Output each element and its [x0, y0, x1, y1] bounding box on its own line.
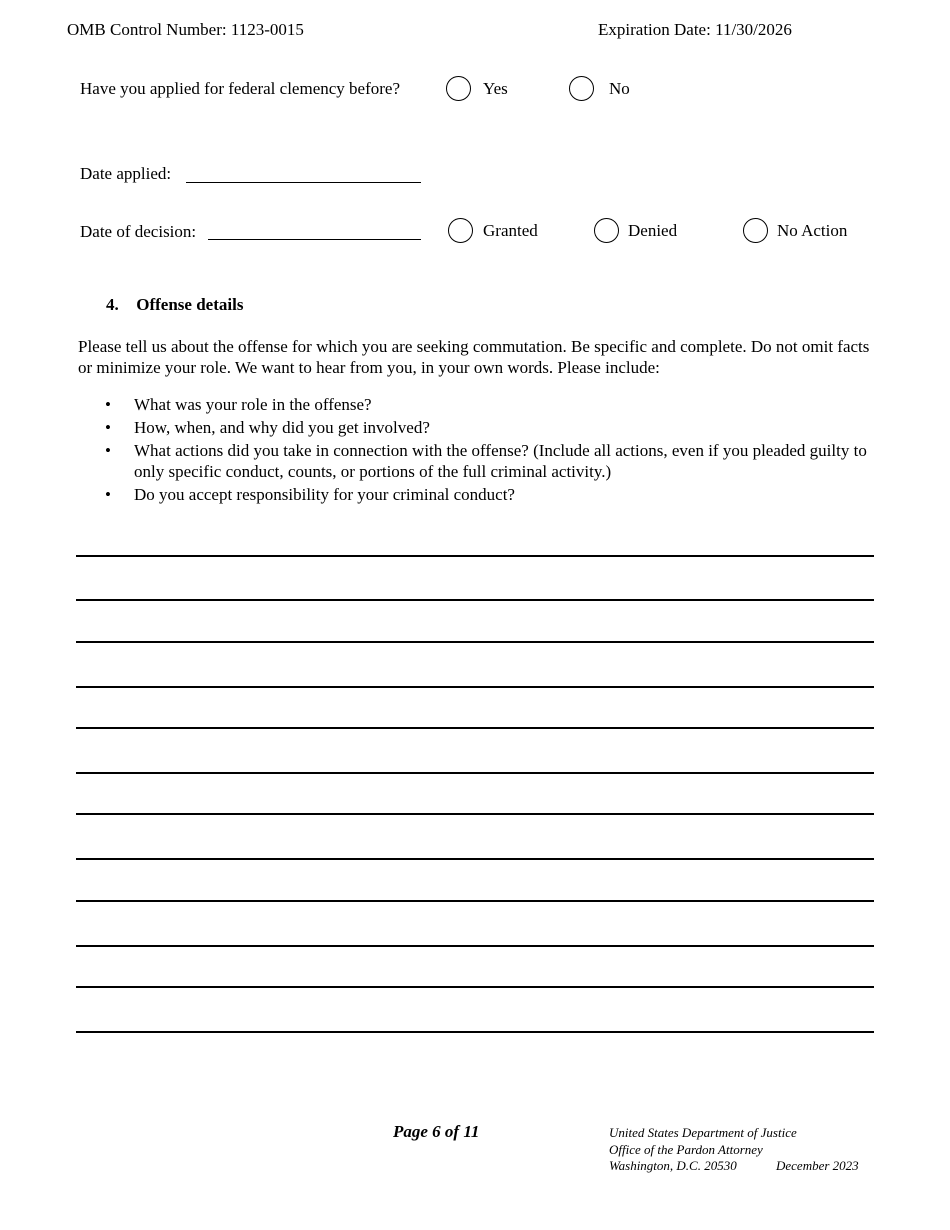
answer-line[interactable]: [76, 686, 874, 688]
bullet-text: Do you accept responsibility for your criminal conduct?: [134, 485, 515, 504]
answer-line[interactable]: [76, 641, 874, 643]
radio-no-label: No: [609, 79, 630, 98]
footer-date: December 2023: [776, 1158, 859, 1173]
radio-denied[interactable]: [594, 218, 619, 243]
radio-yes[interactable]: [446, 76, 471, 101]
bullet-text: What was your role in the offense?: [134, 395, 372, 414]
list-item: [105, 440, 880, 482]
bullet-icon: •: [105, 485, 111, 504]
date-applied-field[interactable]: [186, 182, 421, 183]
date-decision-label: Date of decision:: [80, 222, 197, 241]
date-decision-field[interactable]: [208, 239, 421, 240]
bullet-text: What actions did you take in connection with the offense? (Include all actions, even if you pleaded guilty to only specific conduct, counts, or portions of the full criminal activity.): [134, 441, 867, 481]
radio-no-action[interactable]: [743, 218, 768, 243]
radio-granted-label: Granted: [483, 221, 538, 240]
footer-office: Office of the Pardon Attorney: [609, 1142, 763, 1157]
section-heading: [106, 295, 243, 315]
answer-line[interactable]: [76, 858, 874, 860]
bullet-text: How, when, and why did you get involved?: [134, 418, 430, 437]
bullet-icon: •: [105, 418, 111, 437]
answer-line[interactable]: [76, 813, 874, 815]
radio-granted[interactable]: [448, 218, 473, 243]
radio-denied-label: Denied: [628, 221, 678, 240]
answer-line[interactable]: [76, 945, 874, 947]
radio-no[interactable]: [569, 76, 594, 101]
radio-yes-label: Yes: [483, 79, 508, 98]
answer-line[interactable]: [76, 900, 874, 902]
intro-paragraph: Please tell us about the offense for which you are seeking commutation. Be specific and complete. Do not omit facts or minimize your role. We want to hear from you, in your own words. Please include:: [78, 337, 870, 377]
radio-no-action-label: No Action: [777, 221, 848, 240]
bullet-icon: •: [105, 395, 111, 414]
answer-line[interactable]: [76, 555, 874, 557]
footer-address: Washington, D.C. 20530: [609, 1158, 737, 1173]
clemency-question: Have you applied for federal clemency before?: [80, 79, 400, 98]
answer-line[interactable]: [76, 1031, 874, 1033]
bullet-icon: •: [105, 441, 111, 460]
list-item: [105, 417, 880, 438]
answer-line[interactable]: [76, 986, 874, 988]
answer-line[interactable]: [76, 727, 874, 729]
list-item: [105, 484, 880, 505]
page-number: Page 6 of 11: [393, 1122, 480, 1141]
omb-control-number: OMB Control Number: 1123-0015: [67, 20, 304, 39]
section-number: 4.: [106, 295, 119, 314]
bullet-list: [105, 394, 880, 507]
footer-dept: United States Department of Justice: [609, 1125, 797, 1140]
section-title: Offense details: [136, 295, 244, 314]
answer-line[interactable]: [76, 599, 874, 601]
list-item: [105, 394, 880, 415]
date-applied-label: Date applied:: [80, 164, 172, 183]
expiration-date: Expiration Date: 11/30/2026: [598, 20, 792, 39]
answer-line[interactable]: [76, 772, 874, 774]
